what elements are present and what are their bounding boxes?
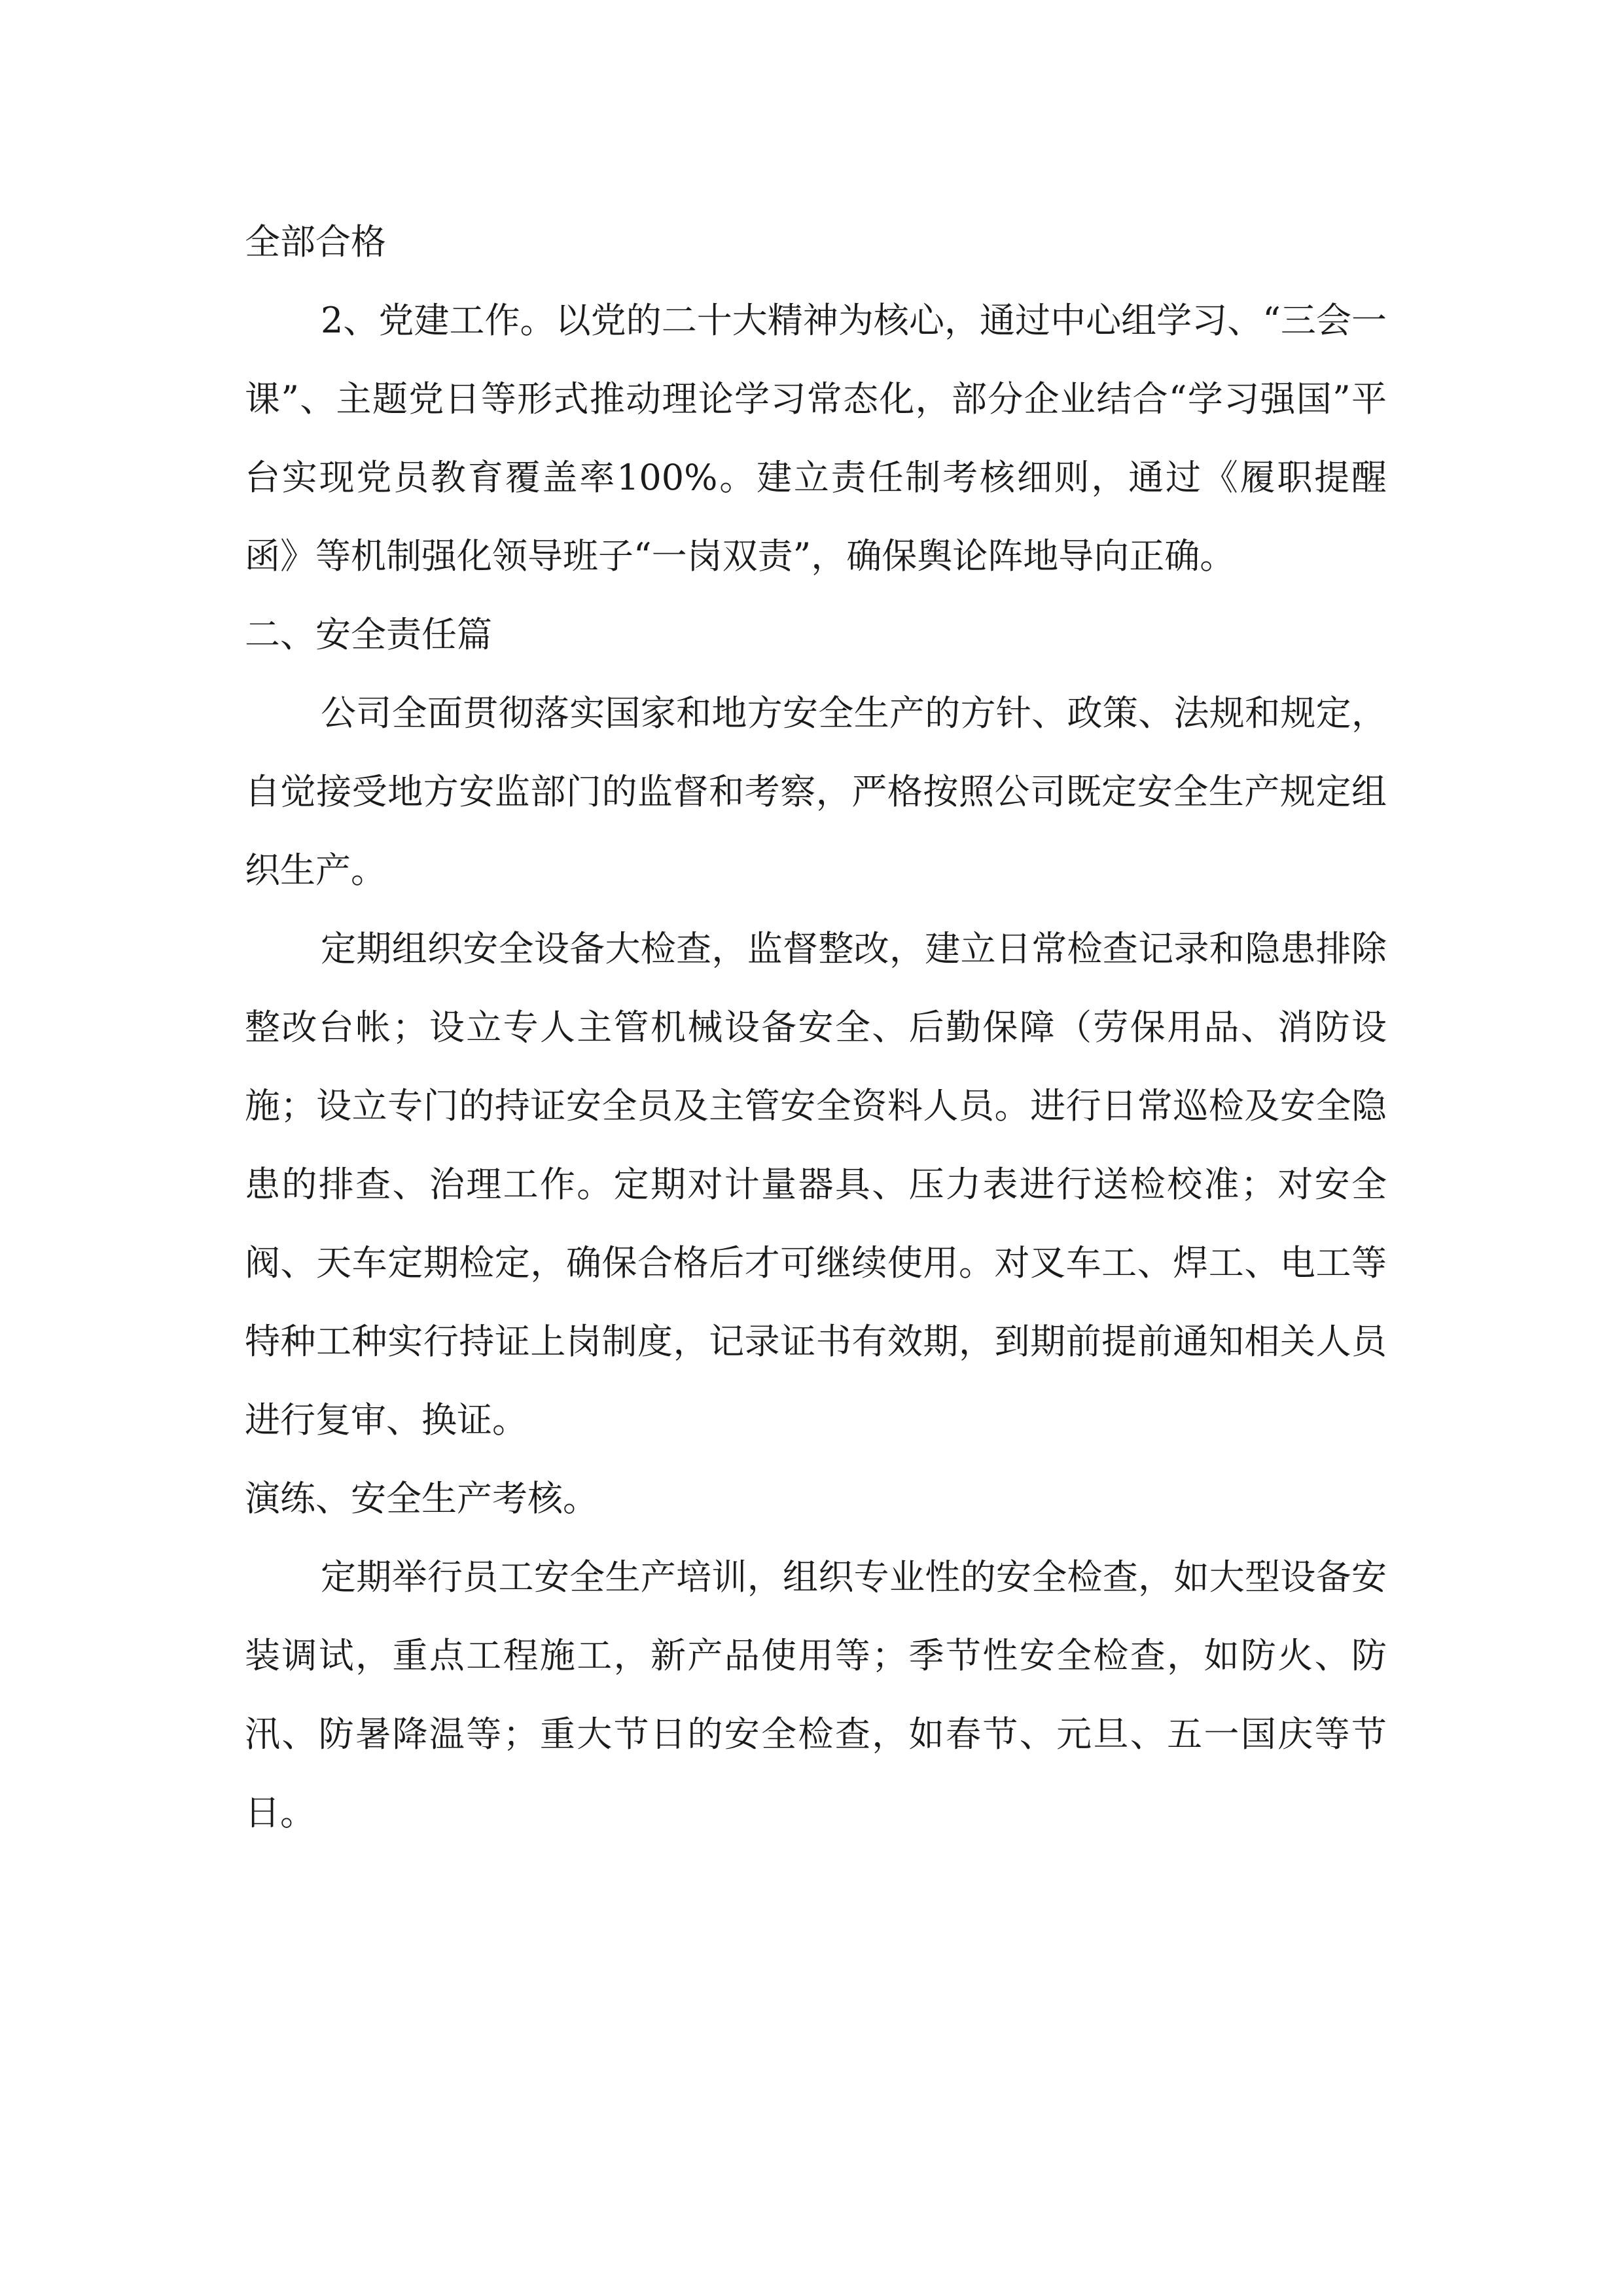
paragraph-drill-assessment: 演练、安全生产考核。 (245, 1478, 598, 1519)
paragraph-party-building: 2、党建工作。以党的二十大精神为核心，通过中心组学习、“三会一课”、主题党日等形式推动理论学习常态化，部分企业结合“学习强国”平台实现党员教育覆盖率100%。建立责任制考核细则，通过《履职提醒函》等机制强化领导班子“一岗双责”，确保舆论阵地导向正确。 (245, 300, 1387, 577)
document-body (245, 203, 1387, 1852)
paragraph-safety-training: 定期举行员工安全生产培训，组织专业性的安全检查，如大型设备安装调试，重点工程施工，新产品使用等；季节性安全检查，如防火、防汛、防暑降温等；重大节日的安全检查，如春节、元旦、五一国庆等节日。 (245, 1556, 1387, 1833)
paragraph-safety-inspection: 定期组织安全设备大检查，监督整改，建立日常检查记录和隐患排除整改台帐；设立专人主管机械设备安全、后勤保障（劳保用品、消防设施；设立专门的持证安全员及主管安全资料人员。进行日常巡检及安全隐患的排查、治理工作。定期对计量器具、压力表进行送检校准；对安全阀、天车定期检定，确保合格后才可继续使用。对叉车工、焊工、电工等特种工种实行持证上岗制度，记录证书有效期，到期前提前通知相关人员进行复审、换证。 (245, 928, 1387, 1441)
paragraph-continuation: 全部合格 (245, 221, 386, 262)
paragraph-safety-policy: 公司全面贯彻落实国家和地方安全生产的方针、政策、法规和规定，自觉接受地方安监部门的监督和考察，严格按照公司既定安全生产规定组织生产。 (245, 692, 1387, 891)
section-heading-safety: 二、安全责任篇 (245, 614, 492, 655)
